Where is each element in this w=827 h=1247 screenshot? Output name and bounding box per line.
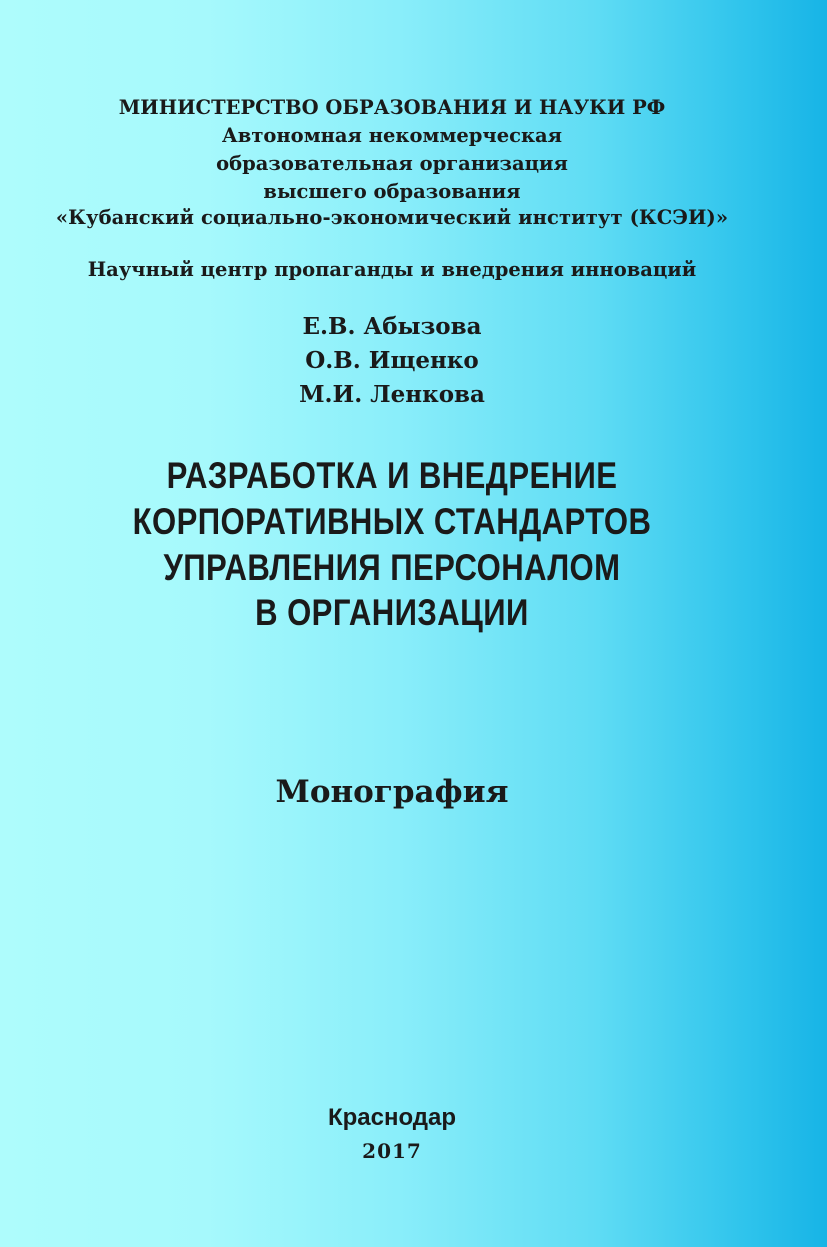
- author-3: М.И. Ленкова: [299, 381, 485, 408]
- author-1: Е.В. Абызова: [302, 313, 482, 340]
- book-title-line-4: В ОРГАНИЗАЦИИ: [255, 592, 529, 633]
- book-title-line-3: УПРАВЛЕНИЯ ПЕРСОНАЛОМ: [163, 547, 621, 588]
- research-center: Научный центр пропаганды и внедрения инноваций: [87, 258, 697, 281]
- institution-line-3: высшего образования: [263, 180, 521, 203]
- genre-label: Монография: [275, 774, 509, 810]
- institution-line-4: «Кубанский социально-экономический институт (КСЭИ)»: [55, 206, 729, 229]
- ministry-name: МИНИСТЕРСТВО ОБРАЗОВАНИЯ И НАУКИ РФ: [118, 96, 666, 119]
- author-2: О.В. Ищенко: [305, 347, 479, 374]
- publication-year: 2017: [362, 1139, 422, 1163]
- book-title-line-1: РАЗРАБОТКА И ВНЕДРЕНИЕ: [166, 455, 618, 496]
- institution-line-2: образовательная организация: [216, 152, 568, 175]
- book-title-line-2: КОРПОРАТИВНЫХ СТАНДАРТОВ: [132, 501, 652, 542]
- institution-line-1: Автономная некоммерческая: [221, 124, 563, 147]
- publication-city: Краснодар: [327, 1104, 457, 1131]
